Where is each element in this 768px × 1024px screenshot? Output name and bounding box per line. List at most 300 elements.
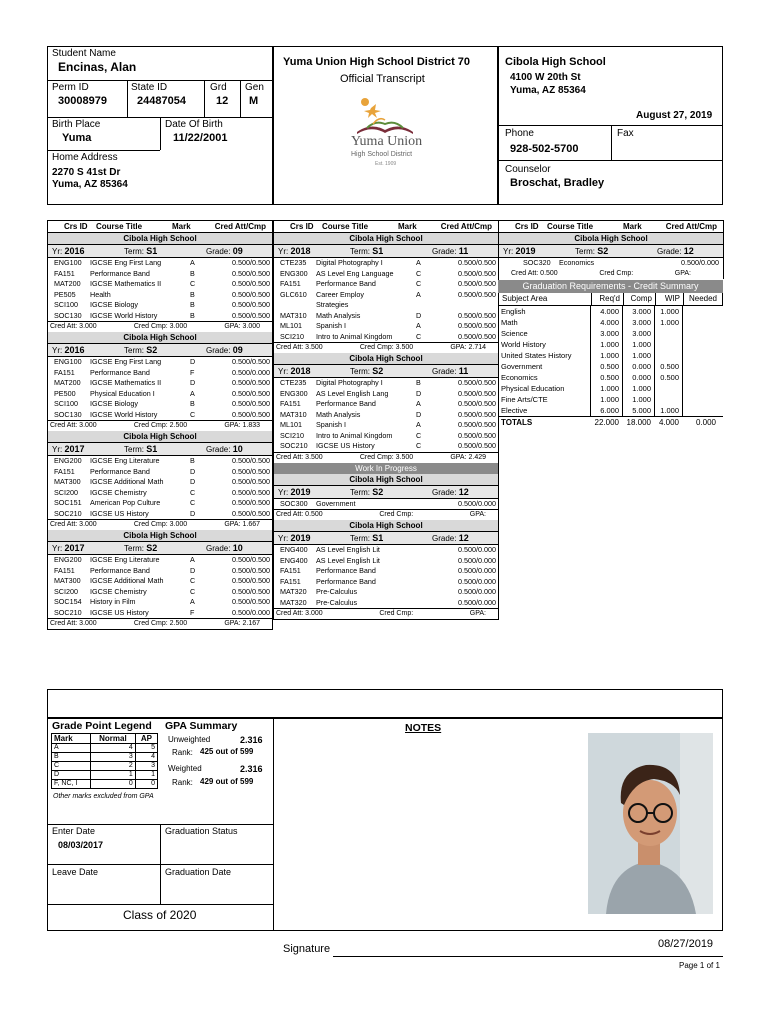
course-mark: B (416, 378, 421, 387)
course-row (48, 290, 272, 301)
course-credit: 0.500/0.500 (232, 300, 270, 309)
grad-col-header: Comp (623, 293, 655, 305)
course-title: Intro to Animal Kingdom (316, 430, 393, 440)
term-value: S1 (372, 246, 384, 256)
course-title: Health (90, 289, 111, 299)
term-grade (657, 245, 694, 257)
course-title: IGCSE Eng First Lang (90, 258, 162, 267)
col-header-title: Course Title (322, 222, 369, 231)
legend-cell: 0 (135, 780, 157, 789)
course-id: FA151 (54, 565, 75, 575)
course-mark: D (190, 357, 196, 366)
course-id: SOC210 (280, 441, 308, 450)
legend-cell: 3 (135, 762, 157, 771)
course-credit: 0.500/0.000 (681, 258, 719, 267)
term-year (278, 486, 350, 498)
course-row (274, 441, 498, 452)
logo-est: Est. 1909 (375, 161, 397, 167)
signature-date: 08/27/2019 (658, 938, 714, 950)
course-title: IGCSE US History (316, 441, 375, 450)
weighted-rank: 429 out of 599 (200, 777, 254, 786)
course-title: IGCSE World History (90, 409, 158, 419)
signature-line (333, 956, 723, 957)
rank-label-unweighted: Rank: (172, 748, 193, 757)
year-value: 2016 (64, 345, 85, 355)
legend-table (51, 733, 158, 789)
gender-value: M (249, 95, 259, 107)
grad-row (498, 317, 723, 328)
course-title: Physical Education I (90, 388, 155, 398)
term-gpa: GPA: (674, 269, 691, 277)
term-name (124, 344, 206, 356)
grad-cell: 0.000 (622, 361, 654, 372)
term-school: Cibola High School (48, 332, 272, 343)
grad-cell: 1.000 (622, 383, 654, 394)
legend-header: Mark (52, 734, 91, 744)
grade-value: 11 (458, 366, 469, 376)
grad-cell: 5.000 (622, 405, 654, 416)
term-gpa: GPA: (469, 610, 486, 617)
course-title: Performance Band (316, 576, 376, 586)
col-header-mark: Mark (398, 222, 417, 231)
year-label: Yr: (52, 346, 65, 355)
grad-status-label: Graduation Status (165, 826, 238, 836)
class-of: Class of 2020 (123, 908, 197, 922)
course-credit: 0.500/0.500 (458, 289, 496, 299)
course-mark: B (190, 399, 195, 408)
school-name: Cibola High School (505, 56, 606, 68)
grad-cell (682, 405, 719, 416)
course-row (48, 399, 272, 410)
course-title: Pre-Calculus (316, 597, 358, 607)
course-row (48, 311, 272, 322)
grad-cell: United States History (501, 351, 572, 360)
course-credit: 0.500/0.500 (458, 378, 496, 387)
course-mark: A (416, 420, 421, 429)
term-totals (48, 321, 272, 332)
course-mark (416, 499, 444, 510)
course-title: American Pop Culture (90, 498, 161, 507)
state-id: 24487054 (137, 95, 186, 107)
grad-cell: 3.000 (622, 306, 654, 317)
logo-text: Yuma Union (351, 134, 423, 149)
grad-row (498, 383, 723, 394)
course-row (274, 410, 498, 421)
grad-cell: 0.500 (654, 372, 682, 383)
course-id (276, 300, 316, 311)
course-title: IGCSE Chemistry (90, 487, 147, 497)
course-id: MAT310 (280, 310, 307, 320)
course-id: SOC154 (54, 597, 82, 606)
course-title: Intro to Animal Kingdom (316, 331, 393, 341)
grade-label: Grade: (432, 247, 459, 256)
course-id: ML101 (280, 321, 302, 330)
course-row (48, 488, 272, 499)
term-value: S2 (146, 345, 158, 355)
course-mark: C (416, 430, 422, 440)
term-school: Cibola High School (274, 233, 498, 244)
course-id: SOC300 (280, 498, 308, 508)
course-id: MAT310 (280, 409, 307, 419)
term-totals (48, 420, 272, 431)
course-row (48, 566, 272, 577)
course-id: ENG200 (54, 456, 82, 465)
term-header (274, 364, 498, 378)
grade-label: Grade: (206, 247, 233, 256)
grade-legend-table (51, 733, 158, 789)
course-id: MAT320 (280, 597, 307, 607)
grad-cell (654, 383, 682, 394)
course-credit: 0.500/0.500 (232, 399, 270, 408)
col-header-cred: Cred Att/Cmp (440, 222, 492, 231)
term-gpa: GPA: 1.667 (224, 521, 260, 528)
course-mark: A (190, 388, 195, 398)
course-row (274, 587, 498, 598)
legend-cell: D (52, 771, 91, 780)
year-label: Yr: (278, 534, 291, 543)
year-value: 2017 (64, 543, 85, 553)
course-row (274, 499, 498, 510)
term-school: Cibola High School (274, 520, 498, 531)
grad-cell: 3.000 (590, 328, 622, 339)
course-row (274, 279, 498, 290)
grad-col-header: Needed (683, 293, 720, 305)
term-grade (432, 486, 469, 498)
course-row (48, 509, 272, 520)
course-mark (416, 587, 444, 598)
cred-cmp: Cred Cmp: 2.500 (133, 422, 188, 429)
grade-value: 12 (458, 486, 469, 497)
student-name-label: Student Name (52, 48, 116, 59)
course-row (48, 410, 272, 421)
grad-cell (682, 383, 719, 394)
course-row (48, 608, 272, 619)
course-id: SCI200 (54, 586, 78, 596)
grad-cell: 0.500 (654, 361, 682, 372)
term-name (350, 245, 432, 257)
grad-cell: 1.000 (590, 339, 622, 350)
course-mark: A (190, 555, 195, 564)
term-year (278, 532, 350, 544)
grade-label: Grade: (432, 367, 459, 376)
grad-cell: 1.000 (622, 339, 654, 350)
course-id: PE500 (54, 388, 76, 398)
district-logo (345, 94, 425, 172)
grad-cell (682, 350, 719, 361)
legend-cell: 4 (91, 744, 136, 753)
year-label: Yr: (52, 544, 65, 553)
student-photo (588, 733, 713, 914)
birthplace-label: Birth Place (52, 119, 101, 130)
address-line-1: 2270 S 41st Dr (52, 167, 121, 178)
course-row (274, 598, 498, 609)
term-grade (206, 443, 243, 455)
term-name (575, 245, 657, 257)
term-gpa: GPA: 3.000 (224, 323, 260, 330)
grad-col-header: Subject Area (502, 294, 548, 303)
year-label: Yr: (503, 247, 516, 256)
term-totals (274, 452, 498, 463)
rank-label-weighted: Rank: (172, 778, 193, 787)
grad-cell: English (501, 307, 526, 316)
course-id: FA151 (280, 279, 301, 288)
term-school: Cibola High School (499, 233, 723, 244)
legend-cell: 5 (135, 744, 157, 753)
term-totals (48, 618, 272, 629)
legend-header: Normal (91, 734, 136, 744)
course-title: IGCSE Biology (90, 399, 138, 408)
course-title: IGCSE US History (90, 508, 149, 518)
course-title: AS Level Eng Language (316, 268, 394, 278)
course-credit: 0.500/0.500 (232, 310, 270, 320)
grad-row (498, 306, 723, 317)
course-mark: D (416, 310, 422, 320)
course-title: IGCSE Eng First Lang (90, 357, 162, 366)
legend-cell: 1 (135, 771, 157, 780)
cred-att: Cred Att: 3.000 (50, 521, 97, 528)
transcript-date: August 27, 2019 (636, 110, 713, 121)
course-title: Economics (559, 258, 595, 267)
grad-cell: 6.000 (590, 405, 622, 416)
birthplace: Yuma (62, 132, 92, 144)
course-credit: 0.500/0.500 (232, 258, 270, 267)
term-year (52, 542, 124, 554)
grad-date-label: Graduation Date (165, 867, 232, 877)
course-mark: B (190, 268, 195, 278)
grade-value: 10 (232, 444, 243, 454)
course-title: IGCSE Mathematics II (90, 279, 162, 288)
grad-total-cell: 4.000 (658, 418, 679, 427)
term-year (52, 245, 124, 257)
year-value: 2019 (515, 246, 536, 256)
grad-col-header: WIP (655, 293, 683, 305)
grad-cell (654, 328, 682, 339)
enter-date-label: Enter Date (52, 826, 96, 836)
grad-row (498, 328, 723, 339)
grade-label: Grade: (206, 445, 233, 454)
year-value: 2019 (290, 486, 311, 497)
course-credit: 0.500/0.500 (458, 321, 496, 330)
term-name (350, 486, 432, 498)
school-phone: 928-502-5700 (510, 143, 579, 155)
graduation-summary (498, 280, 723, 429)
course-mark: C (416, 279, 422, 288)
course-row (274, 258, 498, 269)
course-row (274, 332, 498, 343)
course-id: MAT300 (54, 477, 81, 486)
grad-cell: Fine Arts/CTE (501, 395, 548, 404)
course-title: IGCSE US History (90, 607, 149, 617)
course-title: AS Level English Lang (316, 388, 389, 398)
course-credit: 0.500/0.500 (232, 466, 270, 476)
address-line-2: Yuma, AZ 85364 (52, 179, 128, 190)
grad-row (498, 339, 723, 350)
col-header-cred: Cred Att/Cmp (665, 222, 717, 231)
course-mark (416, 545, 444, 556)
grad-row (498, 394, 723, 405)
course-id: SOC130 (54, 409, 82, 419)
grad-cell: 1.000 (622, 350, 654, 361)
term-label: Term: (124, 346, 147, 355)
phone-label: Phone (505, 128, 534, 139)
course-credit: 0.500/0.500 (232, 388, 270, 398)
course-mark: C (190, 409, 196, 419)
grad-cell: 1.000 (622, 394, 654, 405)
course-row (48, 269, 272, 280)
course-mark: C (190, 576, 196, 585)
course-title: Performance Band (90, 367, 150, 377)
grade-label: Grade: (206, 544, 233, 553)
term-label: Term: (350, 534, 373, 543)
term-value: S2 (372, 366, 384, 376)
legend-cell: F, NC, I (52, 780, 91, 789)
course-title: IGCSE Additional Math (90, 576, 164, 585)
course-id: CTE235 (280, 378, 307, 387)
course-id: ENG400 (280, 545, 308, 554)
course-id: FA151 (54, 367, 75, 377)
address-label: Home Address (52, 152, 118, 163)
course-credit: 0.500/0.500 (458, 268, 496, 278)
course-row (274, 311, 498, 322)
course-title: History in Film (90, 597, 136, 606)
course-mark: B (190, 310, 195, 320)
grad-cell: Elective (501, 406, 528, 415)
term-school: Cibola High School (274, 353, 498, 364)
course-credit: 0.500/0.500 (232, 576, 270, 585)
course-title: Math Analysis (316, 310, 361, 320)
course-credit: 0.500/0.500 (232, 487, 270, 497)
term-school: Cibola High School (48, 431, 272, 442)
course-title: Digital Photography I (316, 258, 383, 267)
course-row (274, 420, 498, 431)
grad-row (498, 405, 723, 416)
course-credit: 0.500/0.500 (458, 441, 496, 450)
term-name (350, 532, 432, 544)
grad-cell: 0.000 (622, 372, 654, 383)
grad-cell (654, 394, 682, 405)
course-row (48, 456, 272, 467)
term-header (48, 442, 272, 456)
grad-row (498, 350, 723, 361)
course-row (48, 576, 272, 587)
grad-cell: 1.000 (654, 405, 682, 416)
course-credit: 0.500/0.500 (232, 498, 270, 507)
grad-cell: Government (501, 362, 543, 371)
term-name (350, 365, 432, 377)
term-label: Term: (575, 247, 598, 256)
course-mark: D (190, 477, 196, 486)
course-row (48, 587, 272, 598)
column-header (274, 221, 498, 233)
grad-cell: 3.000 (622, 317, 654, 328)
school-address-2: Yuma, AZ 85364 (510, 85, 586, 96)
course-mark: B (190, 456, 195, 465)
grad-cell (654, 339, 682, 350)
course-title: IGCSE Eng Literature (90, 456, 160, 465)
year-value: 2018 (290, 366, 311, 376)
course-row (48, 498, 272, 509)
course-id: ENG100 (54, 357, 82, 366)
course-credit: 0.500/0.500 (458, 279, 496, 288)
grad-total-cell: 22.000 (594, 418, 619, 427)
legend-cell: B (52, 753, 91, 762)
cred-att: Cred Att: 3.000 (276, 610, 323, 617)
course-title: Performance Band (90, 565, 150, 575)
term-year (278, 365, 350, 377)
grad-cell: 4.000 (590, 317, 622, 328)
cred-cmp: Cred Cmp: 3.000 (133, 521, 188, 528)
course-id: FA151 (280, 566, 301, 575)
grad-cell: 1.000 (590, 350, 622, 361)
term-school: Cibola High School (274, 474, 498, 485)
grade-value: 09 (232, 345, 243, 355)
course-id: MAT320 (280, 587, 307, 596)
course-mark: C (416, 441, 422, 450)
course-row (48, 477, 272, 488)
grade-label: Grade: (206, 346, 233, 355)
col-header-mark: Mark (623, 222, 642, 231)
course-title: AS Level English Lit (316, 555, 380, 565)
course-id: MAT200 (54, 378, 81, 387)
course-credit: 0.500/0.500 (232, 508, 270, 518)
course-id: FA151 (280, 576, 301, 586)
legend-note: Other marks excluded from GPA (53, 793, 154, 800)
course-row (274, 389, 498, 400)
course-title: Digital Photography I (316, 378, 383, 387)
course-id: SOC130 (54, 310, 82, 320)
cred-cmp: Cred Cmp: 2.500 (133, 620, 188, 627)
grad-cell: 1.000 (590, 383, 622, 394)
year-label: Yr: (278, 247, 291, 256)
course-row (274, 290, 498, 301)
course-id: SCI100 (54, 300, 78, 309)
term-school: Cibola High School (48, 233, 272, 244)
cred-att: Cred Att: 0.500 (276, 511, 323, 518)
course-mark: C (416, 331, 422, 341)
course-id: SCI200 (54, 487, 78, 497)
course-row (274, 556, 498, 567)
course-row (274, 378, 498, 389)
gender-label: Gen (245, 82, 264, 93)
course-credit: 0.500/0.000 (458, 498, 496, 508)
grade-label: Grade: (432, 534, 459, 543)
course-mark: F (190, 607, 195, 617)
course-id: FA151 (54, 268, 75, 278)
course-row (274, 431, 498, 442)
course-mark: C (190, 498, 196, 507)
course-title: IGCSE Additional Math (90, 477, 164, 486)
term-header (274, 531, 498, 545)
grad-cell (654, 350, 682, 361)
course-mark (416, 300, 444, 311)
course-row (274, 399, 498, 410)
course-credit: 0.500/0.000 (232, 607, 270, 617)
course-mark: B (190, 289, 195, 299)
term-value: S1 (372, 533, 384, 543)
course-credit: 0.500/0.000 (232, 367, 270, 377)
term-label: Term: (124, 445, 147, 454)
grad-cell (682, 394, 719, 405)
course-row (274, 566, 498, 577)
term-gpa: GPA: 1.833 (224, 422, 260, 429)
grad-cell (682, 328, 719, 339)
grad-cell: Math (501, 318, 518, 327)
course-credit: 0.500/0.500 (458, 331, 496, 341)
grade-label: Grade: (657, 247, 684, 256)
grade-value: 11 (458, 246, 469, 256)
grade-value: 12 (458, 533, 469, 543)
course-id: SOC320 (523, 258, 551, 267)
